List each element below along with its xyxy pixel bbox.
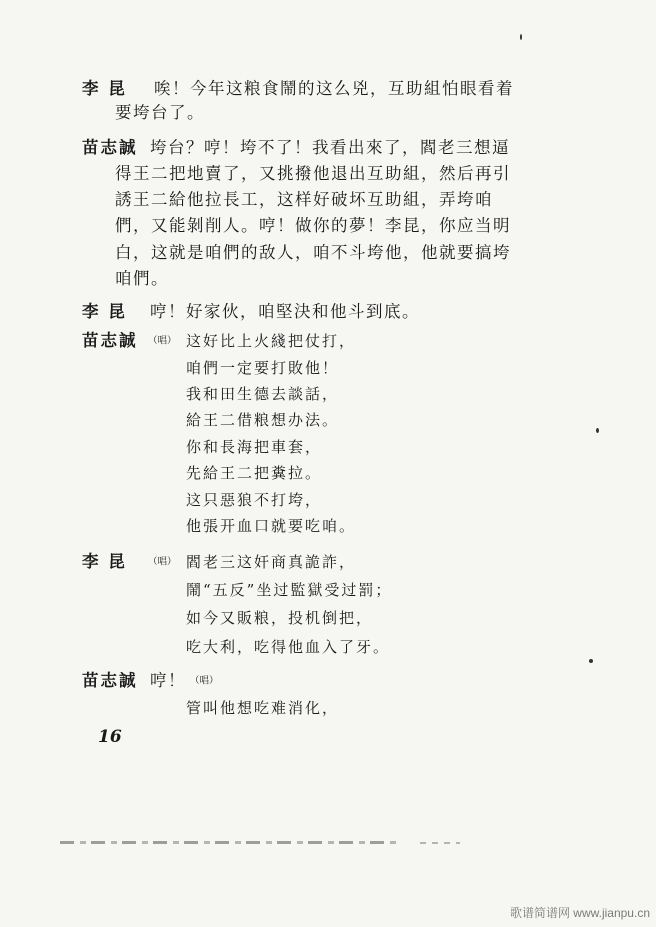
dialogue-line: 哼！ [150, 671, 186, 690]
dialogue-line: 哼！好家伙，咱堅決和他斗到底。 [150, 302, 420, 321]
speaker-li-kun: 李 昆 [82, 302, 127, 321]
verse-line: 这好比上火綫把仗打， [186, 332, 357, 350]
scan-edge-line [420, 842, 460, 844]
dialogue-line: 咱們。 [115, 269, 169, 288]
verse-line: 如今又販粮，投机倒把， [186, 609, 374, 627]
dialogue-line: 得王二把地賣了，又挑撥他退出互助組，然后再引 [115, 164, 511, 183]
speaker-miao-zhicheng: 苗志誠 [82, 331, 138, 350]
dialogue-line: 白，这就是咱們的敌人，咱不斗垮他，他就要搞垮 [115, 243, 511, 262]
scan-speck [596, 428, 599, 433]
verse-line: 我和田生德去談話， [186, 385, 340, 403]
verse-line: 先給王二把糞拉。 [186, 464, 323, 482]
verse-line: 給王二借粮想办法。 [186, 411, 340, 429]
dialogue-line: 唉！今年这粮食鬧的这么兇，互助組怕眼看着 [154, 79, 514, 98]
sing-marker: （唱） [148, 335, 177, 347]
scan-speck [520, 34, 522, 40]
verse-line: 你和長海把車套， [186, 438, 323, 456]
speaker-li-kun: 李 昆 [82, 552, 127, 571]
watermark: 歌谱简谱网 www.jianpu.cn [509, 906, 650, 920]
scan-edge-line [60, 841, 400, 844]
verse-line: 他張开血口就要吃咱。 [186, 517, 357, 535]
verse-line: 吃大利，吃得他血入了牙。 [186, 638, 391, 656]
sing-marker: （唱） [190, 675, 219, 687]
verse-line: 管叫他想吃难消化， [186, 699, 340, 717]
dialogue-line: 要垮台了。 [115, 103, 205, 122]
speaker-li-kun: 李 昆 [82, 79, 127, 98]
verse-line: 这只惡狼不打垮， [186, 491, 323, 509]
verse-line: 鬧“五反”坐过監獄受过罰； [186, 581, 393, 599]
speaker-miao-zhicheng: 苗志誠 [82, 138, 138, 157]
verse-line: 咱們一定要打敗他！ [186, 359, 340, 377]
dialogue-line: 們，又能剝削人。哼！做你的夢！李昆，你应当明 [115, 216, 511, 235]
dialogue-line: 誘王二給他拉長工，这样好破坏互助組，弄垮咱 [115, 190, 493, 209]
speaker-miao-zhicheng: 苗志誠 [82, 671, 138, 690]
sing-marker: （唱） [148, 556, 177, 568]
dialogue-line: 垮台？哼！垮不了！我看出來了，閻老三想逼 [150, 138, 510, 157]
verse-line: 閻老三这奸商真詭詐， [186, 553, 357, 571]
scan-speck [589, 659, 593, 663]
page-number: 16 [98, 727, 122, 747]
